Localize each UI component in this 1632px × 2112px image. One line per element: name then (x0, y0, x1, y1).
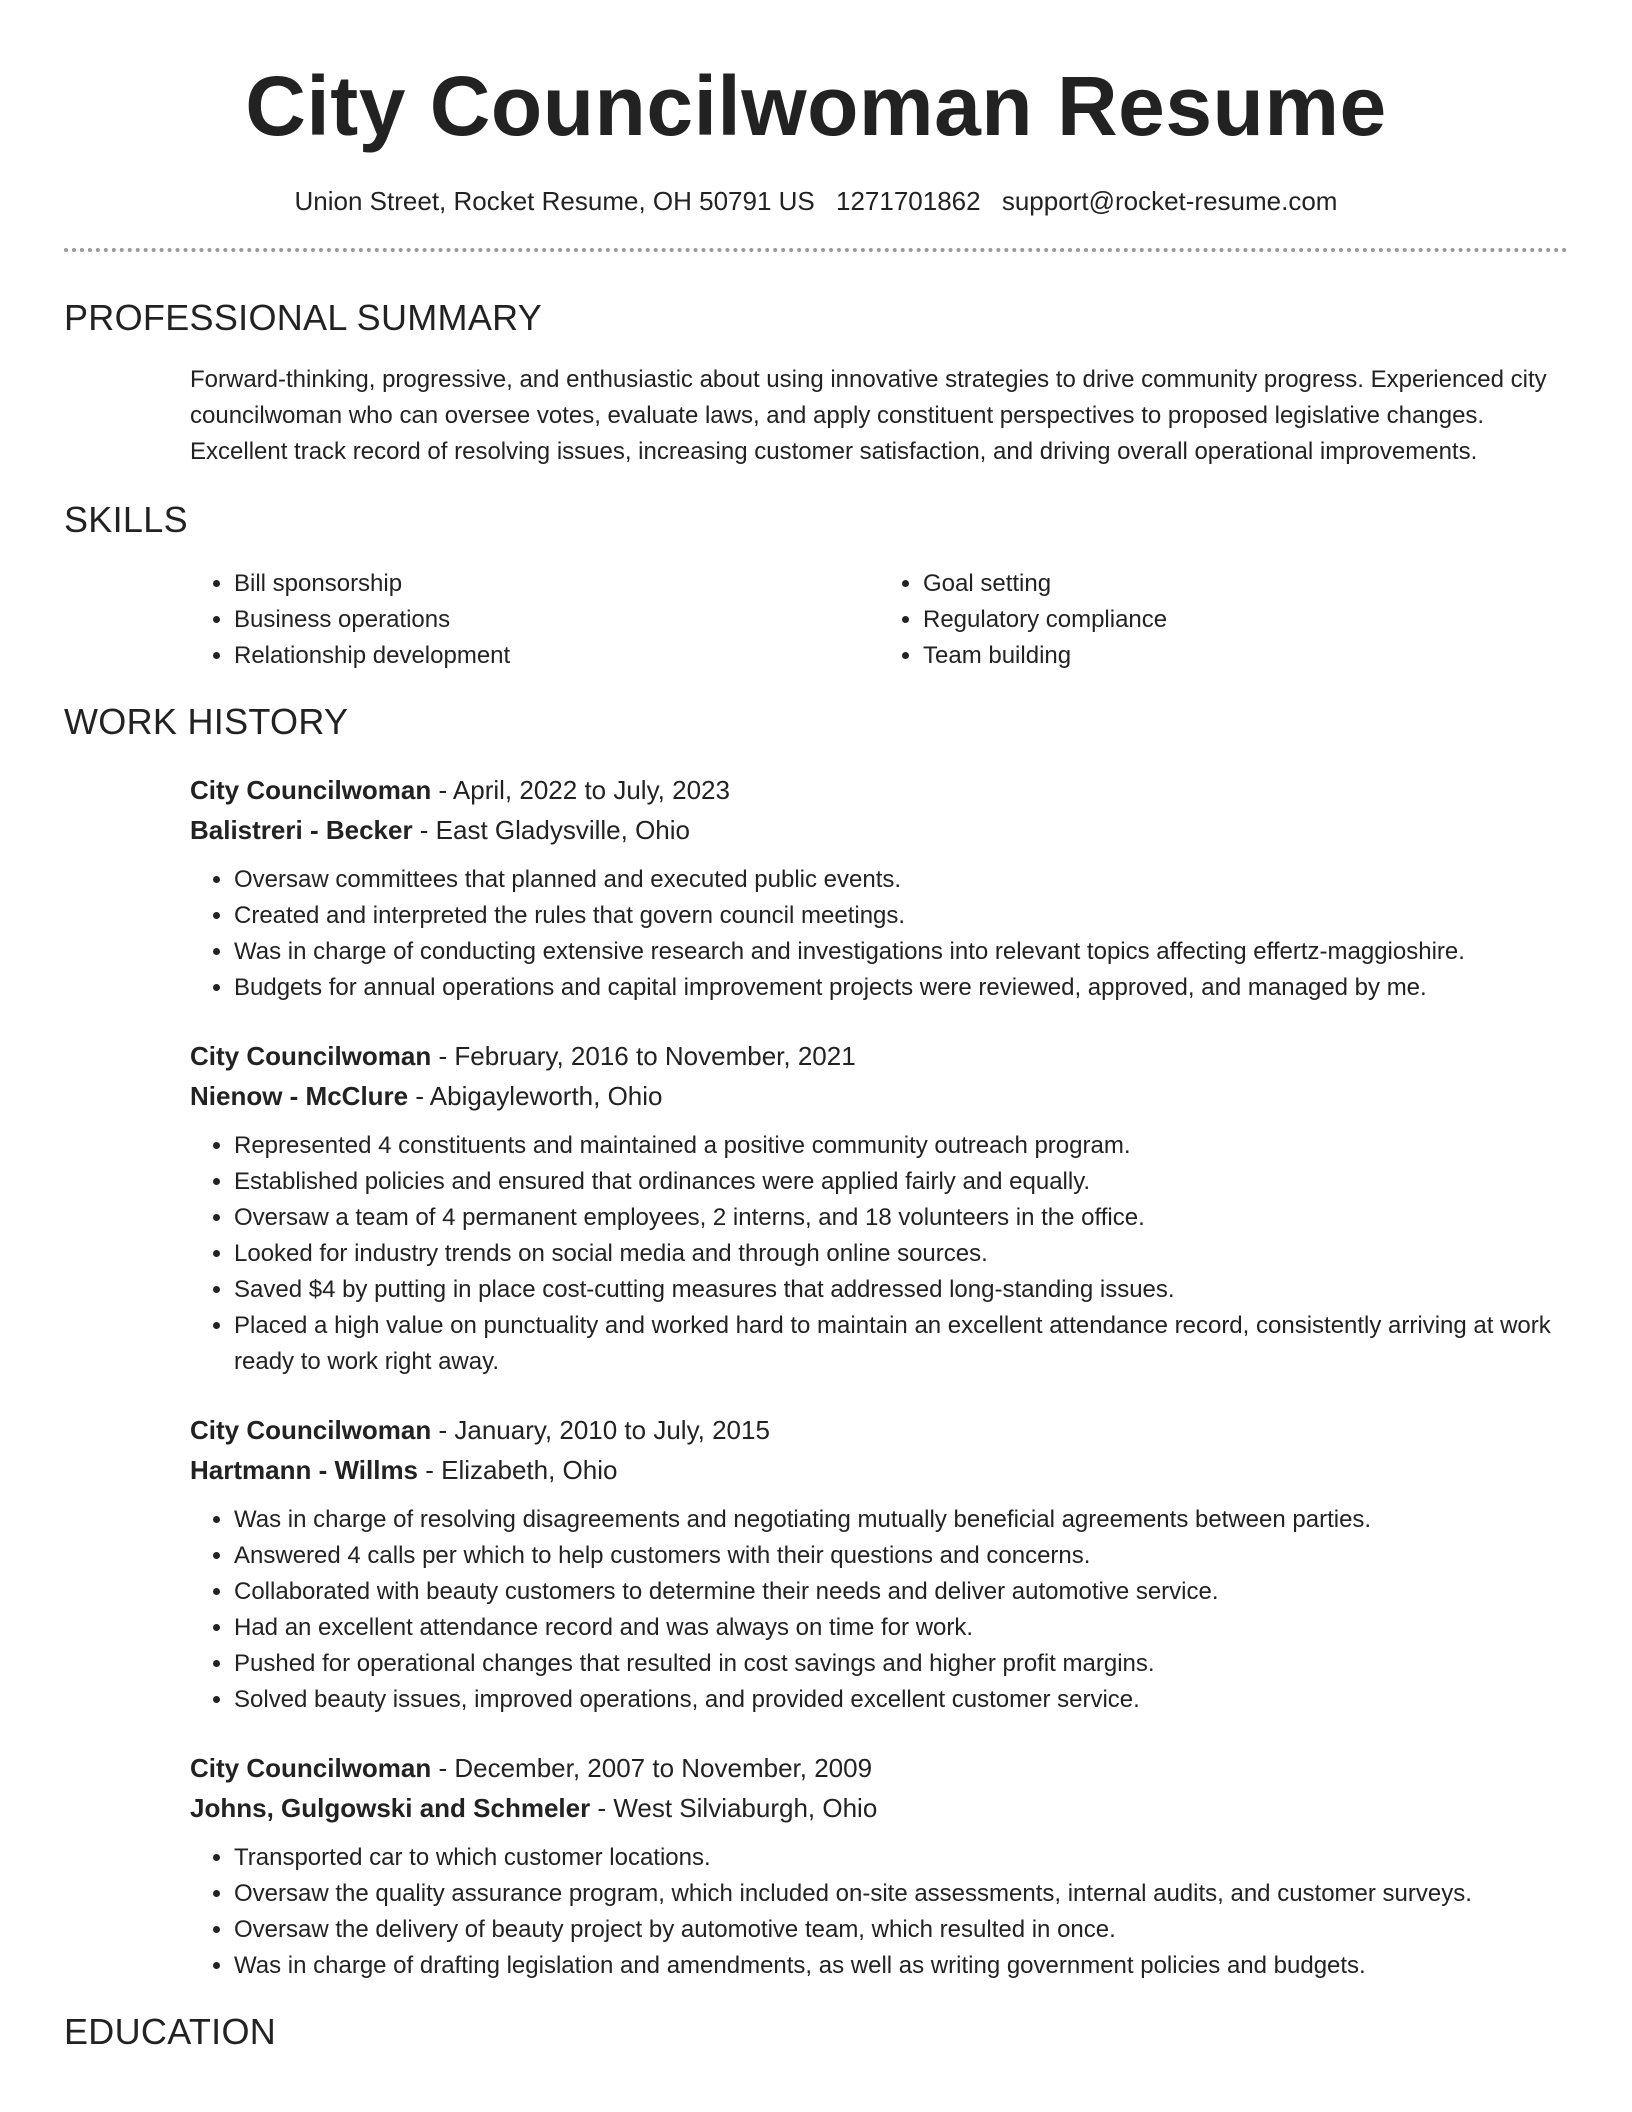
job-bullet: • Budgets for annual operations and capital improvement projects were reviewed, approved, and managed by me. (234, 970, 1568, 1006)
resume-title: City Councilwoman Resume (245, 59, 1387, 153)
job-location: - Abigayleworth, Ohio (408, 1081, 663, 1111)
contact-address: Union Street, Rocket Resume, OH 50791 US (294, 186, 815, 216)
job-title-line (190, 1748, 1568, 1788)
job-company: Hartmann - Willms (190, 1455, 419, 1485)
skill-item: • Relationship development (234, 638, 879, 674)
skills-column-right (879, 566, 1568, 674)
job-entry (190, 1036, 1568, 1380)
job-bullet: • Placed a high value on punctuality and worked hard to maintain an excellent attendance record, consistently arriving at work ready to work right away. (234, 1308, 1568, 1380)
job-dates: - December, 2007 to November, 2009 (431, 1753, 873, 1783)
job-bullets (190, 1502, 1568, 1718)
job-bullets (190, 1128, 1568, 1380)
job-company-line (190, 1076, 1568, 1116)
skills-grid (190, 566, 1568, 674)
job-company-line (190, 1788, 1568, 1828)
job-bullet: • Was in charge of conducting extensive research and investigations into relevant topics affecting effertz-maggioshire. (234, 934, 1568, 970)
job-location: - East Gladysville, Ohio (412, 815, 690, 845)
skill-item: • Regulatory compliance (923, 602, 1568, 638)
contact-phone: 1271701862 (836, 186, 981, 216)
skill-item: • Goal setting (923, 566, 1568, 602)
job-location: - West Silviaburgh, Ohio (590, 1793, 878, 1823)
summary-heading: PROFESSIONAL SUMMARY (64, 297, 543, 338)
job-title: City Councilwoman (190, 775, 432, 805)
job-dates: - April, 2022 to July, 2023 (431, 775, 730, 805)
job-bullet: • Collaborated with beauty customers to determine their needs and deliver automotive service. (234, 1574, 1568, 1610)
job-bullets (190, 1840, 1568, 1984)
contact-line (64, 184, 1568, 218)
job-company: Balistreri - Becker (190, 815, 413, 845)
job-bullet: • Answered 4 calls per which to help customers with their questions and concerns. (234, 1538, 1568, 1574)
job-title-line (190, 1036, 1568, 1076)
job-bullet: • Transported car to which customer locations. (234, 1840, 1568, 1876)
skills-heading: SKILLS (64, 499, 188, 540)
job-title-line (190, 1410, 1568, 1450)
skill-item: • Business operations (234, 602, 879, 638)
job-title: City Councilwoman (190, 1041, 432, 1071)
job-bullet: • Established policies and ensured that ordinances were applied fairly and equally. (234, 1164, 1568, 1200)
job-entry (190, 1748, 1568, 1984)
job-dates: - January, 2010 to July, 2015 (431, 1415, 770, 1445)
job-bullet: • Saved $4 by putting in place cost-cutting measures that addressed long-standing issues. (234, 1272, 1568, 1308)
header-divider (64, 248, 1568, 252)
job-entry (190, 1410, 1568, 1718)
job-bullet: • Solved beauty issues, improved operations, and provided excellent customer service. (234, 1682, 1568, 1718)
job-bullet: • Was in charge of drafting legislation and amendments, as well as writing government policies and budgets. (234, 1948, 1568, 1984)
skills-column-left (190, 566, 879, 674)
job-bullets (190, 862, 1568, 1006)
job-bullet: • Was in charge of resolving disagreements and negotiating mutually beneficial agreements between parties. (234, 1502, 1568, 1538)
job-company-line (190, 810, 1568, 850)
job-location: - Elizabeth, Ohio (418, 1455, 618, 1485)
job-title-line (190, 770, 1568, 810)
job-bullet: • Oversaw committees that planned and executed public events. (234, 862, 1568, 898)
summary-text: Forward-thinking, progressive, and enthusiastic about using innovative strategies to drive community progress. Experienced city councilwoman who can oversee votes, evaluate laws, and apply constituent perspectives to proposed legislative changes. Excellent track record of resolving issues, increasing customer satisfaction, and driving overall operational improvements. (190, 366, 1547, 465)
job-bullet: • Had an excellent attendance record and was always on time for work. (234, 1610, 1568, 1646)
job-entry (190, 770, 1568, 1006)
job-title: City Councilwoman (190, 1415, 432, 1445)
job-dates: - February, 2016 to November, 2021 (431, 1041, 856, 1071)
job-company: Nienow - McClure (190, 1081, 409, 1111)
job-bullet: • Oversaw a team of 4 permanent employees, 2 interns, and 18 volunteers in the office. (234, 1200, 1568, 1236)
education-heading: EDUCATION (64, 2011, 277, 2052)
job-company-line (190, 1450, 1568, 1490)
job-bullet: • Oversaw the quality assurance program, which included on-site assessments, internal audits, and customer surveys. (234, 1876, 1568, 1912)
work-history-heading: WORK HISTORY (64, 701, 349, 742)
job-bullet: • Looked for industry trends on social media and through online sources. (234, 1236, 1568, 1272)
job-bullet: • Pushed for operational changes that resulted in cost savings and higher profit margins. (234, 1646, 1568, 1682)
job-company: Johns, Gulgowski and Schmeler (190, 1793, 591, 1823)
job-title: City Councilwoman (190, 1753, 432, 1783)
job-bullet: • Oversaw the delivery of beauty project by automotive team, which resulted in once. (234, 1912, 1568, 1948)
job-bullet: • Created and interpreted the rules that govern council meetings. (234, 898, 1568, 934)
contact-email: support@rocket-resume.com (1001, 186, 1338, 216)
skill-item: • Team building (923, 638, 1568, 674)
skill-item: • Bill sponsorship (234, 566, 879, 602)
job-bullet: • Represented 4 constituents and maintained a positive community outreach program. (234, 1128, 1568, 1164)
